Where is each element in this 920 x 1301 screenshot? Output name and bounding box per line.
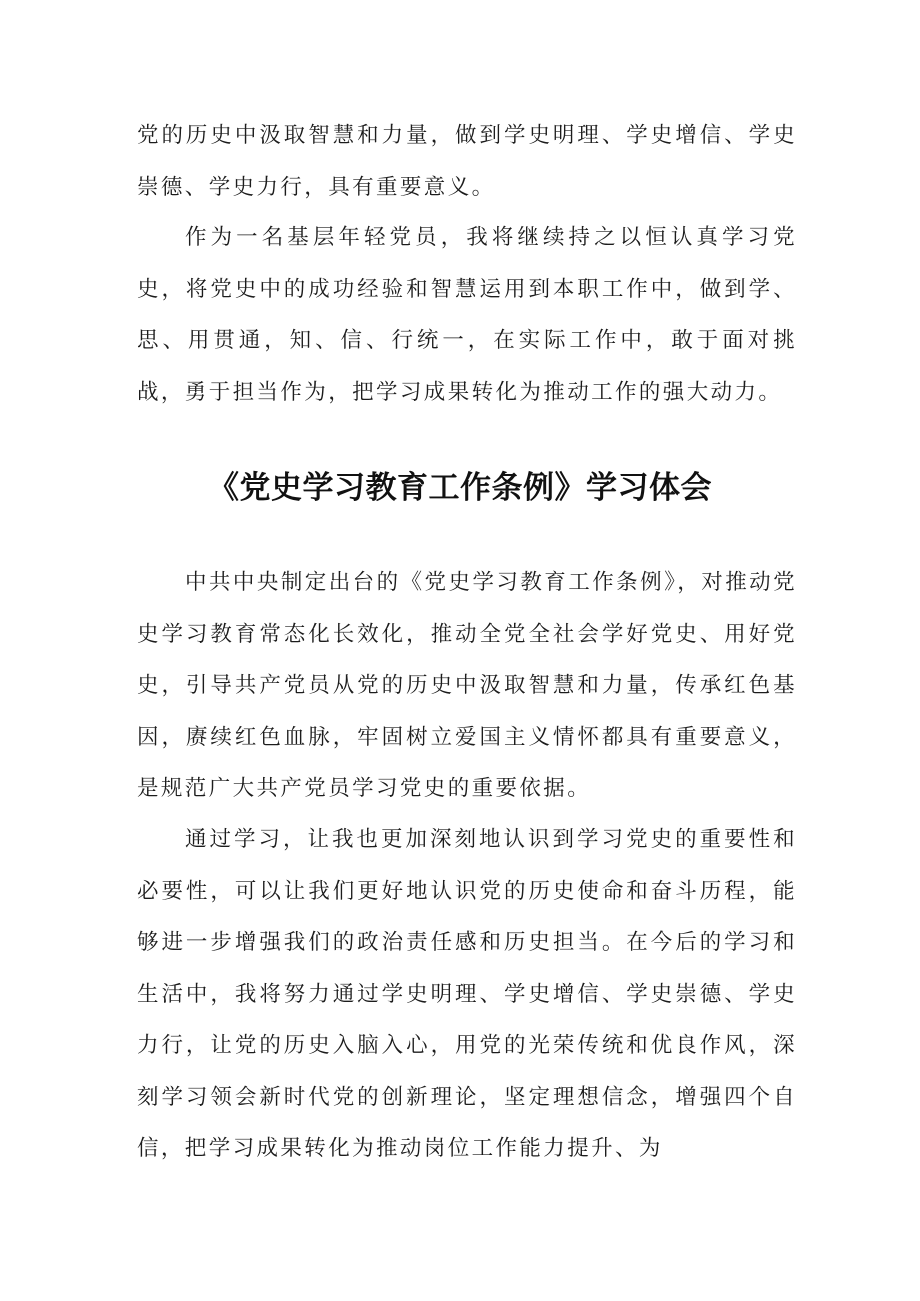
page-title: 《党史学习教育工作条例》学习体会 bbox=[208, 470, 712, 506]
paragraph-continued: 党的历史中汲取智慧和力量，做到学史明理、学史增信、学史崇德、学史力行，具有重要意义。 bbox=[137, 123, 797, 200]
paragraph-reflection: 通过学习，让我也更加深刻地认识到学习党史的重要性和必要性，可以让我们更好地认识党的历史使命和奋斗历程，能够进一步增强我们的政治责任感和历史担当。在今后的学习和生活中，我将努力通过学史明理、学史增信、学史崇德、学史力行，让党的历史入脑入心，用党的光荣传统和优良作风，深刻学习领会新时代党的创新理论，坚定理想信念，增强四个自信，把学习成果转化为推动岗位工作能力提升、为 bbox=[137, 827, 797, 1161]
paragraph-intro: 中共中央制定出台的《党史学习教育工作条例》，对推动党史学习教育常态化长效化，推动全党全社会学好党史、用好党史，引导共产党员从党的历史中汲取智慧和力量，传承红色基因，赓续红色血脉，牢固树立爱国主义情怀都具有重要意义，是规范广大共产党员学习党史的重要依据。 bbox=[137, 570, 797, 801]
paragraph-commitment: 作为一名基层年轻党员，我将继续持之以恒认真学习党史，将党史中的成功经验和智慧运用到本职工作中，做到学、思、用贯通，知、信、行统一，在实际工作中，敢于面对挑战，勇于担当作为，把学习成果转化为推动工作的强大动力。 bbox=[137, 225, 797, 405]
